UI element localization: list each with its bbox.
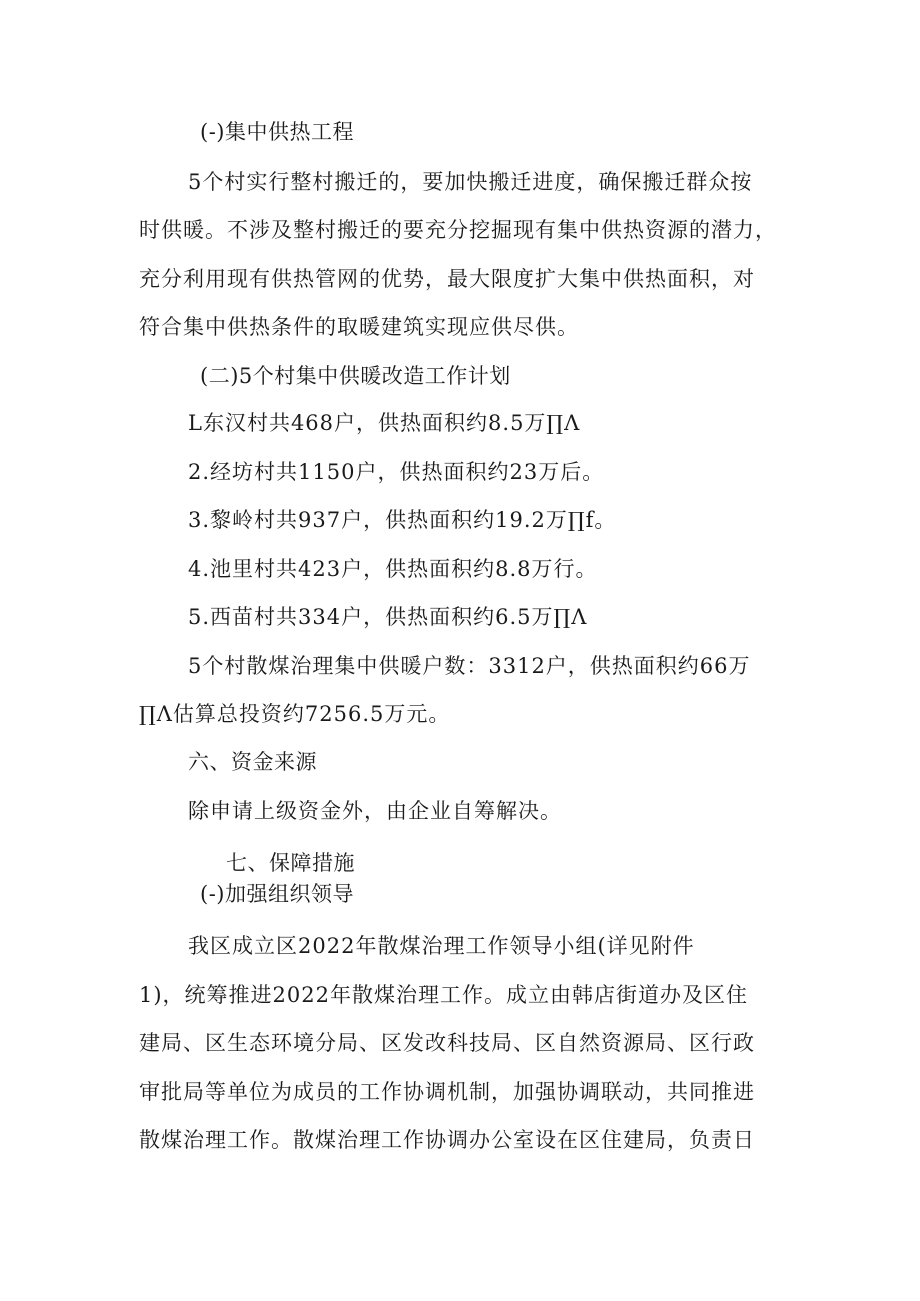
list-item: 2.经坊村共1150户，供热面积约23万后。 bbox=[188, 460, 605, 484]
heading-organization-leadership: (-)加强组织领导 bbox=[200, 882, 354, 906]
paragraph-line: 充分利用现有供热管网的优势，最大限度扩大集中供热面积，对 bbox=[139, 267, 755, 291]
summary-line: ∏Λ估算总投资约7256.5万元。 bbox=[139, 702, 451, 726]
list-item: 5.西苗村共334户，供热面积约6.5万∏Λ bbox=[188, 605, 588, 629]
heading-heating-plan: (二)5个村集中供暖改造工作计划 bbox=[200, 364, 511, 388]
list-item: 3.黎岭村共937户，供热面积约19.2万∏f。 bbox=[188, 508, 617, 532]
paragraph-line: 1)，统筹推进2022年散煤治理工作。成立由韩店街道办及区住 bbox=[139, 983, 748, 1007]
paragraph-line: 符合集中供热条件的取暖建筑实现应供尽供。 bbox=[139, 315, 579, 339]
paragraph-line: 时供暖。不涉及整村搬迁的要充分挖掘现有集中供热资源的潜力， bbox=[139, 218, 777, 242]
section-text-funding: 除申请上级资金外，由企业自筹解决。 bbox=[188, 799, 562, 823]
heading-centralized-heating: (-)集中供热工程 bbox=[200, 120, 354, 144]
list-item: L东汉村共468户，供热面积约8.5万∏Λ bbox=[188, 411, 581, 435]
section-title-funding: 六、资金来源 bbox=[188, 750, 317, 774]
summary-line: 5个村散煤治理集中供暖户数：3312户，供热面积约66万 bbox=[188, 654, 751, 678]
paragraph-line: 审批局等单位为成员的工作协调机制，加强协调联动，共同推进 bbox=[139, 1080, 755, 1104]
section-title-safeguards: 七、保障措施 bbox=[226, 851, 355, 875]
paragraph-line: 我区成立区2022年散煤治理工作领导小组(详见附件 bbox=[188, 934, 695, 958]
paragraph-line: 散煤治理工作。散煤治理工作协调办公室设在区住建局，负责日 bbox=[139, 1128, 755, 1152]
paragraph-line: 5个村实行整村搬迁的，要加快搬迁进度，确保搬迁群众按 bbox=[188, 170, 753, 194]
list-item: 4.池里村共423户，供热面积约8.8万行。 bbox=[188, 557, 598, 581]
paragraph-line: 建局、区生态环境分局、区发改科技局、区自然资源局、区行政 bbox=[139, 1031, 755, 1055]
